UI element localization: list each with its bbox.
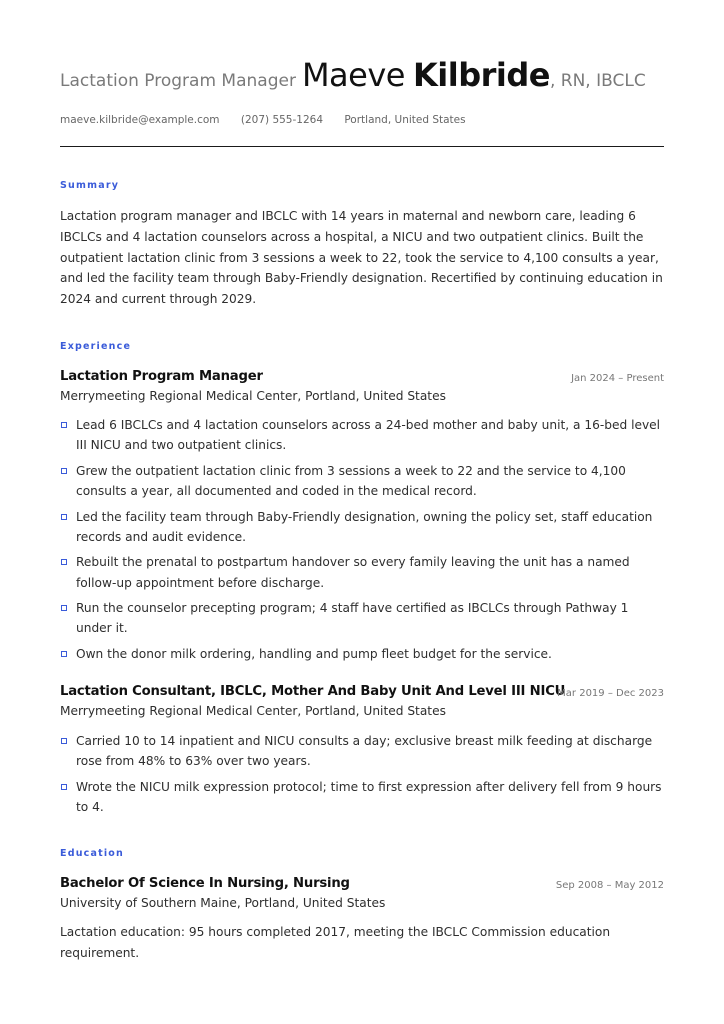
education-dates: Sep 2008 – May 2012 [555,880,664,891]
job-role: Lactation Program Manager [60,71,296,91]
bullet-square-icon [61,651,67,657]
bullet-square-icon [61,514,67,520]
job-bullet-list [60,415,664,670]
credentials: , RN, IBCLC [549,71,646,91]
location: Portland, United States [344,114,466,126]
list-item: Led the facility team through Baby-Friendly designation, owning the policy set, staff education records and audit evidence. [60,507,664,547]
job-title: Lactation Consultant, IBCLC, Mother And Baby Unit And Level III NICU [60,684,566,699]
job-bullet-list [60,731,664,823]
bullet-square-icon [61,784,67,790]
list-item: Own the donor milk ordering, handling and pump fleet budget for the service. [60,644,664,664]
job-organization: Merrymeeting Regional Medical Center, Portland, United States [60,389,446,403]
list-item: Run the counselor precepting program; 4 staff have certified as IBCLCs through Pathway 1 under it. [60,598,664,638]
first-name: Maeve [301,56,405,94]
bullet-square-icon [61,738,67,744]
job-dates: Mar 2019 – Dec 2023 [557,688,664,699]
list-item: Rebuilt the prenatal to postpartum handover so every family leaving the unit has a named follow-up appointment before discharge. [60,552,664,592]
list-item: Grew the outpatient lactation clinic from 3 sessions a week to 22 and the service to 4,100 consults a year, all documented and coded in the medical record. [60,461,664,501]
education-heading: Education [60,848,124,859]
bullet-square-icon [61,422,67,428]
job-title: Lactation Program Manager [60,369,263,384]
experience-heading: Experience [60,341,132,352]
degree-title: Bachelor Of Science In Nursing, Nursing [60,876,350,891]
list-item: Carried 10 to 14 inpatient and NICU consults a day; exclusive breast milk feeding at discharge rose from 48% to 63% over two years. [60,731,664,771]
job-dates: Jan 2024 – Present [571,373,664,384]
bullet-square-icon [61,559,67,565]
list-item: Lead 6 IBCLCs and 4 lactation counselors across a 24-bed mother and baby unit, a 16-bed level III NICU and two outpatient clinics. [60,415,664,455]
contact-line [60,114,484,126]
list-item: Wrote the NICU milk expression protocol; time to first expression after delivery fell from 9 hours to 4. [60,777,664,817]
bullet-square-icon [61,605,67,611]
phone-number: (207) 555-1264 [240,114,323,126]
summary-text: Lactation program manager and IBCLC with 14 years in maternal and newborn care, leading 6 IBCLCs and 4 lactation counselors across a hospital, a NICU and two outpatient clinics. Built the outpatient lactation clinic from 3 sessions a week to 22, took the service to 4,100 consults a year, and led the facility team through Baby-Friendly designation. Recertified by continuing education in 2024 and current through 2029. [60,209,663,307]
last-name: Kilbride [412,56,550,94]
school-name: University of Southern Maine, Portland, United States [60,896,386,910]
email-link[interactable]: maeve.kilbride@example.com [60,114,220,126]
bullet-square-icon [61,468,67,474]
education-note: Lactation education: 95 hours completed 2017, meeting the IBCLC Commission education requirement. [60,925,611,960]
resume-header [60,56,664,94]
header-divider [60,146,664,147]
job-organization: Merrymeeting Regional Medical Center, Portland, United States [60,704,446,718]
summary-heading: Summary [60,180,120,191]
